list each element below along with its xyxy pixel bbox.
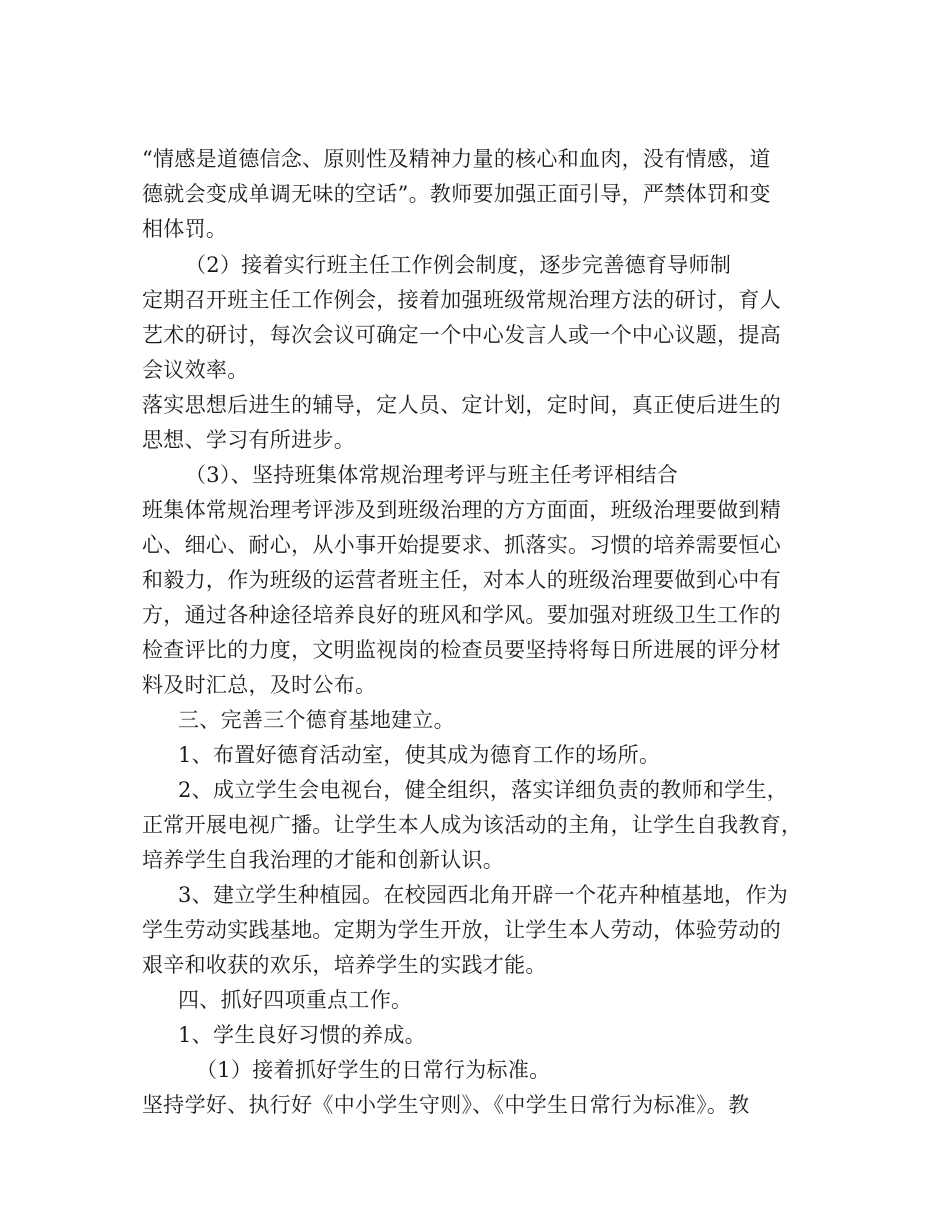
text-line: 料及时汇总，及时公布。: [142, 673, 377, 697]
text-line: 和毅力，作为班级的运营者班主任，对本人的班级治理要做到心中有: [142, 568, 781, 592]
text-line: 心、细心、耐心，从小事开始提要求、抓落实。习惯的培养需要恒心: [142, 533, 781, 557]
text-line: 1、布置好德育活动室，使其成为德育工作的场所。: [178, 743, 661, 767]
text-line: 检查评比的力度，文明监视岗的检查员要坚持将每日所进展的评分材: [142, 638, 781, 662]
text-line: 落实思想后进生的辅导，定人员、定计划，定时间，真正使后进生的: [142, 393, 781, 417]
text-line: 艰辛和收获的欢乐，培养学生的实践才能。: [142, 953, 547, 977]
text-line: 班集体常规治理考评涉及到班级治理的方方面面，班级治理要做到精: [142, 498, 781, 522]
text-line: 正常开展电视广播。让学生本人成为该活动的主角，让学生自我教育，: [142, 813, 803, 837]
text-line: 艺术的研讨，每次会议可确定一个中心发言人或一个中心议题，提高: [142, 323, 781, 347]
text-line: 方，通过各种途径培养良好的班风和学风。要加强对班级卫生工作的: [142, 603, 781, 627]
subsection-heading: 1、学生良好习惯的养成。: [178, 1023, 426, 1047]
text-line: 德就会变成单调无味的空话”。教师要加强正面引导，严禁体罚和变: [142, 182, 771, 206]
text-line: 坚持学好、执行好《中小学生守则》、《中学生日常行为标准》。教: [142, 1093, 750, 1117]
section-heading: 三、完善三个德育基地建立。: [178, 708, 455, 732]
section-heading: （3）、坚持班集体常规治理考评与班主任考评相结合: [185, 463, 679, 487]
text-line: 学生劳动实践基地。定期为学生开放，让学生本人劳动，体验劳动的: [142, 918, 781, 942]
text-line: “情感是道德信念、原则性及精神力量的核心和血肉，没有情感，道: [142, 147, 771, 171]
text-line: 3、建立学生种植园。在校园西北角开辟一个花卉种植基地，作为: [178, 883, 789, 907]
text-line: 会议效率。: [142, 358, 249, 382]
text-line: 思想、学习有所进步。: [142, 428, 355, 452]
text-line: 定期召开班主任工作例会，接着加强班级常规治理方法的研讨，育人: [142, 288, 781, 312]
section-heading: （2）接着实行班主任工作例会制度，逐步完善德育导师制: [185, 253, 732, 277]
section-heading: 四、抓好四项重点工作。: [178, 988, 413, 1012]
subsection-heading: （1）接着抓好学生的日常行为标准。: [196, 1058, 551, 1082]
text-line: 培养学生自我治理的才能和创新认识。: [142, 848, 505, 872]
text-line: 2、成立学生会电视台，健全组织，落实详细负责的教师和学生，: [178, 778, 789, 802]
text-line: 相体罚。: [142, 217, 228, 241]
